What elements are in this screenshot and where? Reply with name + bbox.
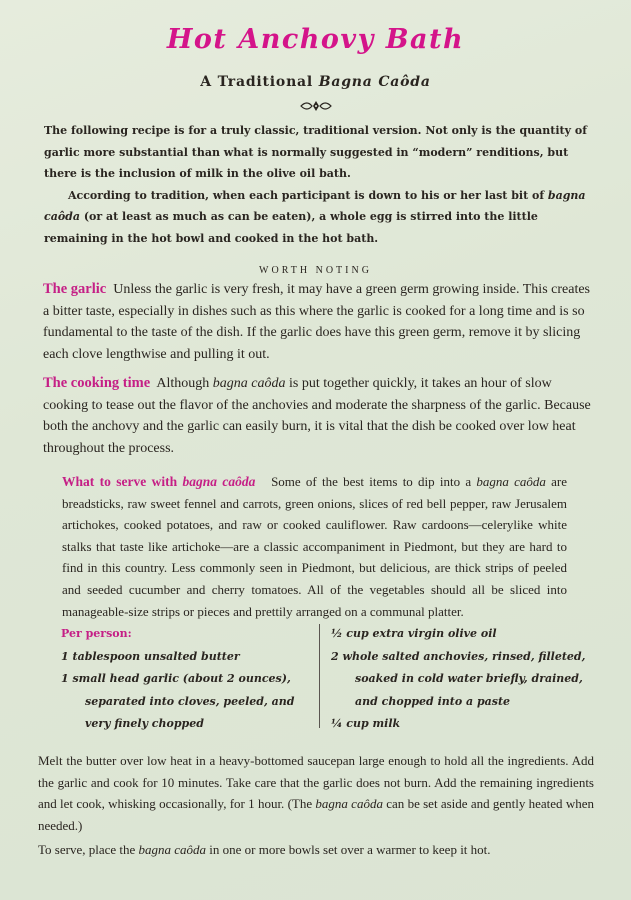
method-dish: bagna caôda: [315, 796, 383, 812]
cooking-time-dish: bagna caôda: [212, 376, 286, 391]
garlic-note-text: Unless the garlic is very fresh, it may have a green germ growing inside. This creates a bitter taste, especially in dishes such as this where the garlic is cooked for a long time and is so fundamental to the taste of the dish. If the garlic does have this green germ, remove it by slicing each clove lengthwise and pulling it out.: [43, 282, 590, 362]
ingredient-garlic-cont-1: separated into cloves, peeled, and: [85, 694, 295, 708]
serve-with-text-b: are breadsticks, raw sweet fennel and carrots, green onions, slices of red bell pepper, raw Jerusalem artichokes, cooked potatoes, and raw or cooked cauliflower. Raw cardoons—celerylike white stalks that taste like artichoke—are a classic accompaniment in Piedmont, but they are hard to find in this country. Less commonly seen in Piedmont, but delicious, are thick strips of peeled and seeded cucumber and cherry tomatoes. All of the vegetables should all be sliced into manageable-size strips or pieces and prettily arranged on a communal platter.: [62, 474, 568, 619]
ornament-icon: [299, 99, 333, 113]
cooking-time-text-a: Although: [156, 376, 213, 391]
ingredient-garlic-cont-2: very finely chopped: [85, 717, 204, 730]
serve-with-note: [62, 471, 567, 622]
serve-with-lead: [62, 474, 255, 489]
recipe-subtitle: [0, 74, 631, 90]
method-text-a: Melt the butter over low heat in a heavy-bottomed saucepan large enough to hold all the ingredients. Add the garlic and cook for 10 minutes. Take care that the garlic does not burn. Add the remaining ingredients and let cook, whisking occasionally, for 1 hour. (The: [38, 753, 594, 812]
serve-with-dish: bagna caôda: [476, 474, 546, 489]
to-serve-paragraph: [38, 839, 594, 861]
to-serve-text-b: in one or more bowls set over a warmer to keep it hot.: [206, 842, 491, 857]
column-divider: [319, 624, 320, 728]
ingredient-anchovies-cont-1: soaked in cold water briefly, drained,: [355, 672, 583, 685]
intro-p2-text-b: (or at least as much as can be eaten), a whole egg is stirred into the little remaining in the hot bowl and cooked in the hot bath.: [44, 210, 538, 245]
serve-with-text-a: Some of the best items to dip into a: [271, 474, 477, 489]
subtitle-dish-name: Bagna Caôda: [318, 74, 431, 90]
intro-paragraph-2: [44, 185, 594, 250]
serve-with-lead-dish: bagna caôda: [182, 474, 256, 489]
method-paragraph: [38, 750, 594, 836]
to-serve-text-a: To serve, place the: [38, 842, 139, 857]
cooking-time-lead: The cooking time: [43, 375, 151, 391]
garlic-note-lead: The garlic: [43, 281, 107, 297]
serve-with-lead-a: What to serve with: [62, 474, 183, 489]
cooking-time-text-b: is put together quickly, it takes an hour of slow cooking to tease out the flavor of the anchovies and moderate the sharpness of the garlic. Because both the anchovy and the garlic can easily burn, it is vital that the dish be cooked over low heat throughout the process.: [43, 376, 591, 456]
worth-noting-heading: WORTH NOTING: [259, 265, 372, 276]
to-serve-dish: bagna caôda: [138, 842, 207, 857]
method-text-b: can be set aside and gently heated when needed.): [38, 796, 594, 833]
subtitle-prefix: A Traditional: [200, 74, 319, 90]
recipe-title: Hot Anchovy Bath: [166, 24, 465, 55]
ingredients-right-column: [331, 623, 591, 736]
ingredient-anchovies: 2 whole salted anchovies, rinsed, filleted,: [331, 649, 586, 663]
intro-paragraph-1: The following recipe is for a truly classic, traditional version. Not only is the quantity of garlic more substantial than what is normally suggested in “modern” renditions, but there is the inclusion of milk in the olive oil bath.: [44, 124, 587, 180]
garlic-note: [43, 279, 595, 365]
intro-p2-text-a: According to tradition, when each participant is down to his or her last bit of: [68, 188, 548, 202]
ingredient-olive-oil: ½ cup extra virgin olive oil: [331, 627, 497, 640]
ingredient-butter: 1 tablespoon unsalted butter: [61, 649, 240, 663]
intro-p2-dish: bagna caôda: [44, 188, 586, 223]
ingredient-garlic: 1 small head garlic (about 2 ounces),: [61, 672, 291, 685]
cooking-time-note: [43, 373, 595, 459]
ingredients-left-column: [61, 623, 311, 736]
intro-section: [44, 120, 594, 249]
ingredient-anchovies-cont-2: and chopped into a paste: [355, 694, 511, 708]
per-person-label: Per person:: [61, 627, 132, 640]
ingredient-milk: ¼ cup milk: [331, 717, 401, 730]
